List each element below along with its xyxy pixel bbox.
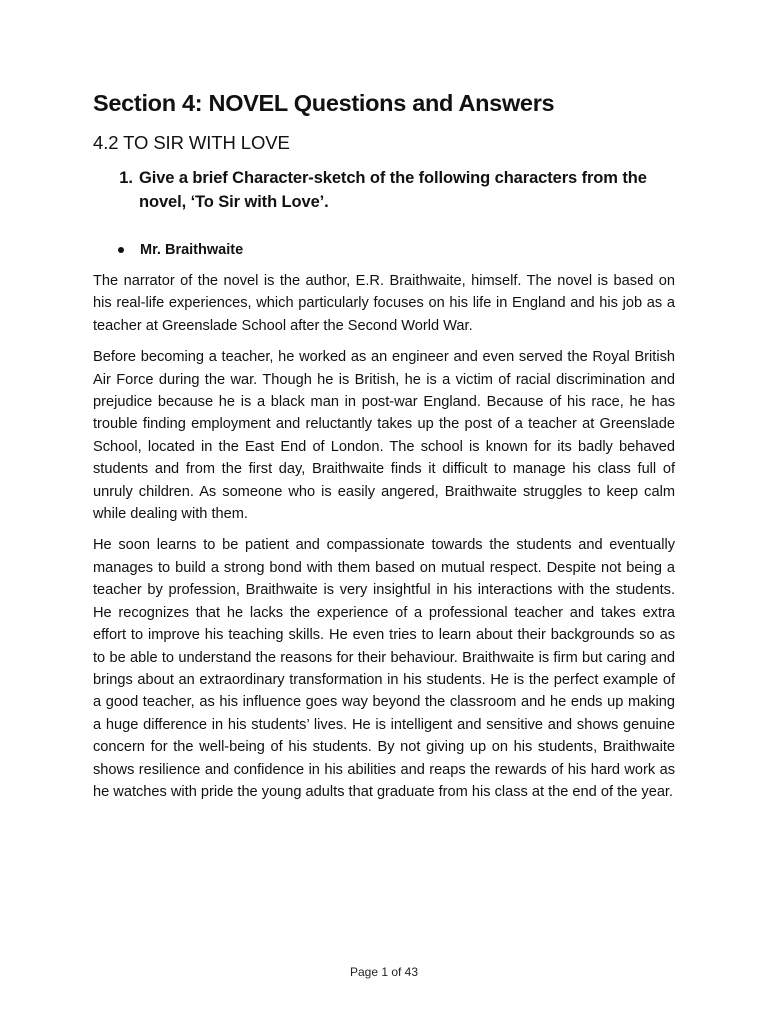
section-title: Section 4: NOVEL Questions and Answers: [93, 90, 555, 116]
bullet-icon: [93, 240, 140, 260]
subsection-title: 4.2 TO SIR WITH LOVE: [93, 132, 290, 153]
question-number: 1.: [119, 169, 133, 187]
page-number-footer: Page 1 of 43: [349, 965, 419, 979]
character-name: Mr. Braithwaite: [140, 242, 244, 258]
page-content: [93, 86, 675, 803]
paragraph: He soon learns to be patient and compassionate towards the students and eventually manages to build a strong bond with them based on mutual respect. Despite not being a teacher by profession, Braithwaite is very insightful in his interactions with the students. He recognizes that he lacks the experience of a professional teacher and takes extra effort to improve his teaching skills. He even tries to learn about their backgrounds so as to be able to understand the reasons for their behaviour. Braithwaite is firm but caring and brings about an extraordinary transformation in his students. He is the perfect example of a good teacher, as his influence goes way beyond the classroom and he ends up making a huge difference in his students’ lives. He is intelligent and sensitive and shows genuine concern for the well-being of his students. By not giving up on his students, Braithwaite shows resilience and confidence in his abilities and reaps the rewards of his hard work as he watches with pride the young adults that graduate from his class at the end of the year.: [93, 537, 675, 800]
question-item: [93, 166, 675, 214]
question-text: Give a brief Character-sketch of the following characters from the novel, ‘To Sir with Love’.: [139, 169, 647, 211]
paragraph: The narrator of the novel is the author, E.R. Braithwaite, himself. The novel is based on his real-life experiences, which particularly focuses on his life in England and his job as a teacher at Greenslade School after the Second World War.: [93, 273, 675, 334]
paragraph: Before becoming a teacher, he worked as an engineer and even served the Royal British Air Force during the war. Though he is British, he is a victim of racial discrimination and prejudice because he is a black man in post-war England. Because of his race, he has trouble finding employment and reluctantly takes up the post of a teacher at Greenslade School, located in the East End of London. The school is known for its badly behaved students and from the first day, Braithwaite finds it difficult to manage his class full of unruly children. As someone who is easily angered, Braithwaite struggles to keep calm while dealing with them.: [93, 349, 675, 523]
character-heading: [93, 240, 675, 260]
